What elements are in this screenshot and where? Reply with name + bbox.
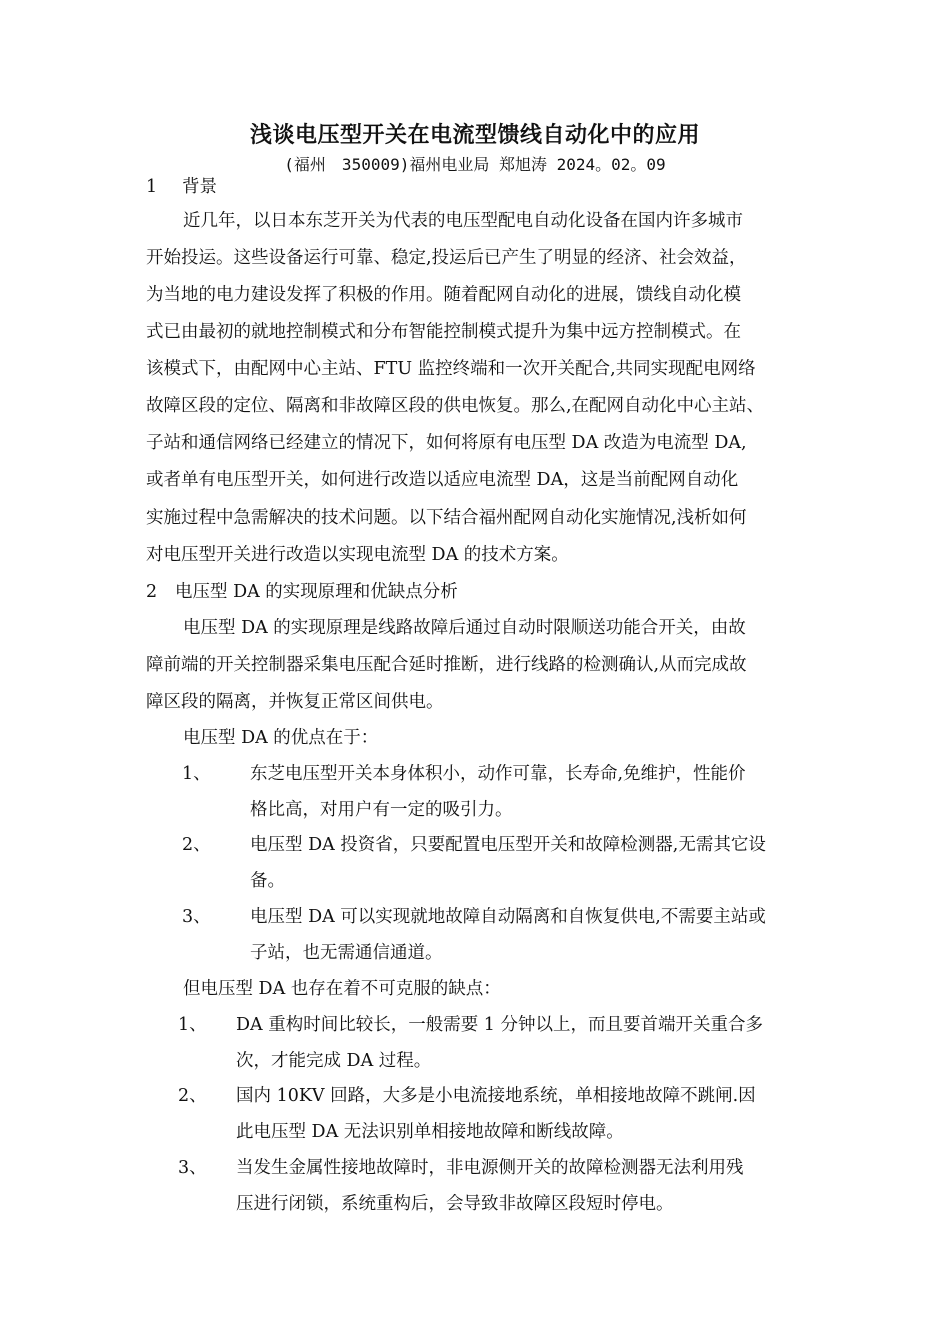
disadvantages-intro: 但电压型 DA 也存在着不可克服的缺点： xyxy=(183,979,501,999)
paragraph-line: 故障区段的定位、隔离和非故障区段的供电恢复。那么,在配网自动化中心主站、 xyxy=(146,396,765,416)
list-item-line: 国内 10KV 回路，大多是小电流接地系统，单相接地故障不跳闸.因 xyxy=(236,1086,756,1106)
paragraph-line: 对电压型开关进行改造以实现电流型 DA 的技术方案。 xyxy=(146,545,569,565)
section-1-heading xyxy=(146,176,217,198)
paragraph-line: 障区段的隔离，并恢复正常区间供电。 xyxy=(146,692,444,712)
section-title: 背景 xyxy=(182,177,217,197)
advantages-intro: 电压型 DA 的优点在于： xyxy=(183,728,379,748)
list-item-line: 压进行闭锁，系统重构后，会导致非故障区段短时停电。 xyxy=(236,1194,674,1214)
section-title: 电压型 DA 的实现原理和优缺点分析 xyxy=(175,582,458,602)
paragraph-line: 障前端的开关控制器采集电压配合延时推断，进行线路的检测确认,从而完成故 xyxy=(146,655,747,675)
list-number: 1、 xyxy=(182,764,211,784)
author-line: (福州 350009)福州电业局 郑旭涛 2024。02。09 xyxy=(284,155,666,174)
list-item-line: 电压型 DA 可以实现就地故障自动隔离和自恢复供电,不需要主站或 xyxy=(250,907,766,927)
list-item-line: 备。 xyxy=(250,871,285,891)
list-item-line: 次，才能完成 DA 过程。 xyxy=(236,1051,432,1071)
list-item-line: 此电压型 DA 无法识别单相接地故障和断线故障。 xyxy=(236,1122,624,1142)
paragraph-line: 实施过程中急需解决的技术问题。以下结合福州配网自动化实施情况,浅析如何 xyxy=(146,508,747,528)
list-item-line: 子站，也无需通信通道。 xyxy=(250,943,443,963)
list-item-line: 东芝电压型开关本身体积小，动作可靠，长寿命,免维护，性能价 xyxy=(250,764,746,784)
list-number: 3、 xyxy=(182,907,211,927)
list-item-line: 格比高，对用户有一定的吸引力。 xyxy=(250,800,513,820)
section-2-heading xyxy=(146,581,458,603)
list-item-line: 电压型 DA 投资省，只要配置电压型开关和故障检测器,无需其它设 xyxy=(250,835,766,855)
paragraph-line: 开始投运。这些设备运行可靠、稳定,投运后已产生了明显的经济、社会效益， xyxy=(146,248,747,268)
document-title: 浅谈电压型开关在电流型馈线自动化中的应用 xyxy=(249,122,700,148)
section-number: 1 xyxy=(146,177,158,197)
list-number: 2、 xyxy=(182,835,211,855)
paragraph-line: 近几年，以日本东芝开关为代表的电压型配电自动化设备在国内许多城市 xyxy=(183,211,743,231)
list-item-line: 当发生金属性接地故障时，非电源侧开关的故障检测器无法利用残 xyxy=(236,1158,744,1178)
paragraph-line: 为当地的电力建设发挥了积极的作用。随着配网自动化的进展，馈线自动化模 xyxy=(146,285,741,305)
section-number: 2 xyxy=(146,582,158,602)
paragraph-line: 电压型 DA 的实现原理是线路故障后通过自动时限顺送功能合开关，由故 xyxy=(183,618,746,638)
paragraph-line: 该模式下，由配网中心主站、FTU 监控终端和一次开关配合,共同实现配电网络 xyxy=(146,359,756,379)
list-item-line: DA 重构时间比较长，一般需要 1 分钟以上，而且要首端开关重合多 xyxy=(236,1015,763,1035)
list-number: 3、 xyxy=(178,1158,207,1178)
paragraph-line: 或者单有电压型开关，如何进行改造以适应电流型 DA，这是当前配网自动化 xyxy=(146,470,739,490)
list-number: 1、 xyxy=(178,1015,207,1035)
list-number: 2、 xyxy=(178,1086,207,1106)
paragraph-line: 式已由最初的就地控制模式和分布智能控制模式提升为集中远方控制模式。在 xyxy=(146,322,741,342)
paragraph-line: 子站和通信网络已经建立的情况下，如何将原有电压型 DA 改造为电流型 DA, xyxy=(146,433,747,453)
